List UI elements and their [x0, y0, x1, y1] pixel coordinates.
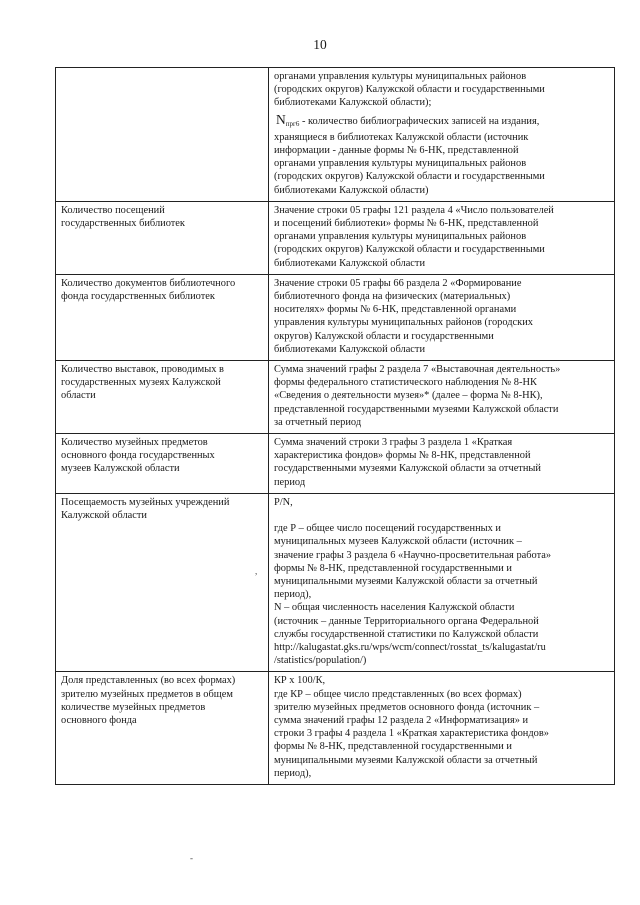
indicator-method-cell [269, 68, 615, 202]
method-line: библиотечного фонда на физических (материальных) [274, 291, 511, 303]
method-line: период), [274, 767, 312, 779]
scan-artifact-mark: , [255, 566, 258, 576]
method-line: за отчетный период [274, 416, 362, 428]
indicator-name-line: основного фонда государственных [61, 450, 215, 462]
indicator-name-line: Количество посещений [61, 204, 165, 216]
method-line: муниципальных музеев Калужской области (источник – [274, 536, 522, 548]
method-line: N – общая численность населения Калужской области [274, 602, 515, 614]
method-line: библиотеками Калужской области [274, 257, 426, 269]
indicator-name-line: Количество музейных предметов [61, 437, 208, 449]
method-line: значение графы 3 раздела 6 «Научно-просветительная работа» [274, 549, 552, 561]
method-line: где КР – общее число представленных (во всех формах) [274, 688, 522, 700]
indicator-name-cell [56, 361, 269, 434]
method-line: зрителю музейных предметов основного фонда (источник – [274, 701, 540, 713]
indicator-method-cell [269, 493, 615, 671]
method-line: библиотеками Калужской области) [274, 184, 429, 196]
indicator-name-line: области [61, 390, 96, 402]
method-line: /statistics/population/) [274, 655, 367, 667]
indicator-name-line: Калужской области [61, 510, 147, 522]
method-line: http://kalugastat.gks.ru/wps/wcm/connect/rosstat_ts/kalugastat/ru [274, 641, 546, 653]
method-line: муниципальными музеями Калужской области за отчетный [274, 754, 538, 766]
method-line: службы государственной статистики по Калужской области [274, 628, 539, 640]
table-row [56, 434, 615, 494]
spacer [274, 509, 610, 522]
method-line: библиотеками Калужской области [274, 343, 426, 355]
method-line: формы № 8-НК, представленной государственными и [274, 562, 512, 574]
table-row [56, 493, 615, 671]
indicator-name-line: зрителю музейных предметов в общем [61, 688, 233, 700]
indicator-name-cell [56, 201, 269, 274]
indicator-name-cell [56, 434, 269, 494]
table-row [56, 68, 615, 202]
method-line: (городских округов) Калужской области и государственными [274, 84, 545, 96]
method-line: муниципальными музеями Калужской области за отчетный [274, 575, 538, 587]
indicator-method-cell [269, 201, 615, 274]
formula: КР х 100/К, [274, 675, 326, 687]
method-line: органами управления культуры муниципальных районов [274, 158, 527, 170]
table-row [56, 672, 615, 785]
scan-artifact-mark: - [190, 853, 193, 863]
indicator-method-cell [269, 274, 615, 360]
indicator-name-line: государственных музеях Калужской [61, 377, 221, 389]
indicator-name-line: Количество выставок, проводимых в [61, 364, 224, 376]
method-line: представленной государственными музеями Калужской области [274, 403, 559, 415]
method-line: хранящиеся в библиотеках Калужской области (источник [274, 131, 529, 143]
indicator-name-line: музеев Калужской области [61, 463, 180, 475]
method-line: Значение строки 05 графы 121 раздела 4 «Число пользователей [274, 204, 554, 216]
method-line: управления культуры муниципальных районов (городских [274, 317, 533, 329]
indicator-name-line: государственных библиотек [61, 218, 185, 230]
method-line: Сумма значений строки 3 графы 3 раздела 1 «Краткая [274, 437, 513, 449]
indicator-method-cell [269, 434, 615, 494]
formula-text: - количество библиографических записей на издания, [299, 115, 540, 127]
indicator-name-cell [56, 493, 269, 671]
formula: P/N, [274, 496, 293, 508]
formula-subscript: прг6 [285, 119, 300, 128]
method-line: формы № 8-НК, представленной государственными и [274, 741, 512, 753]
method-line: (городских округов) Калужской области и государственными [274, 171, 545, 183]
indicator-name-cell [56, 672, 269, 785]
method-line: органами управления культуры муниципальных районов [274, 231, 527, 243]
method-line: и посещений библиотеки» формы № 6-НК, представленной [274, 218, 539, 230]
formula-line [274, 113, 610, 131]
table-row [56, 361, 615, 434]
method-line: носителях» формы № 6-НК, представленной органами [274, 304, 517, 316]
indicator-method-cell [269, 361, 615, 434]
table-row [56, 274, 615, 360]
method-line: округов) Калужской области и государственными [274, 330, 494, 342]
method-line: характеристика фондов» формы № 8-НК, представленной [274, 450, 531, 462]
method-line: Сумма значений графы 2 раздела 7 «Выставочная деятельность» [274, 364, 561, 376]
method-line: где Р – общее число посещений государственных и [274, 523, 501, 535]
method-line: (источник – данные Территориального органа Федеральной [274, 615, 539, 627]
page-number: 10 [313, 37, 327, 52]
indicator-method-cell [269, 672, 615, 785]
indicator-name-line: основного фонда [61, 714, 137, 726]
method-line: формы федерального статистического наблюдения № 8-НК [274, 377, 537, 389]
method-line: период [274, 476, 306, 488]
method-line: информации - данные формы № 6-НК, представленной [274, 145, 519, 157]
method-line: период), [274, 589, 312, 601]
method-line: «Сведения о деятельности музея»* (далее – форма № 8-НК), [274, 390, 543, 402]
formula-symbol: N [276, 111, 286, 127]
indicator-name-line: фонда государственных библиотек [61, 291, 215, 303]
method-line: (городских округов) Калужской области и государственными [274, 244, 545, 256]
table-row [56, 201, 615, 274]
method-line: государственными музеями Калужской области за отчетный [274, 463, 541, 475]
indicator-name-line: количестве музейных предметов [61, 701, 206, 713]
indicator-name-line: Доля представленных (во всех формах) [61, 675, 236, 687]
indicator-table [55, 67, 615, 785]
method-line: сумма значений графы 12 раздела 2 «Информатизация» и [274, 714, 529, 726]
indicator-name-cell [56, 68, 269, 202]
indicator-name-line: Посещаемость музейных учреждений [61, 496, 230, 508]
method-line: библиотеками Калужской области); [274, 97, 432, 109]
method-line: органами управления культуры муниципальных районов [274, 71, 527, 82]
indicator-name-cell [56, 274, 269, 360]
method-line: Значение строки 05 графы 66 раздела 2 «Формирование [274, 277, 522, 289]
indicator-name-line: Количество документов библиотечного [61, 277, 236, 289]
method-line: строки 3 графы 4 раздела 1 «Краткая характеристика фондов» [274, 728, 549, 740]
